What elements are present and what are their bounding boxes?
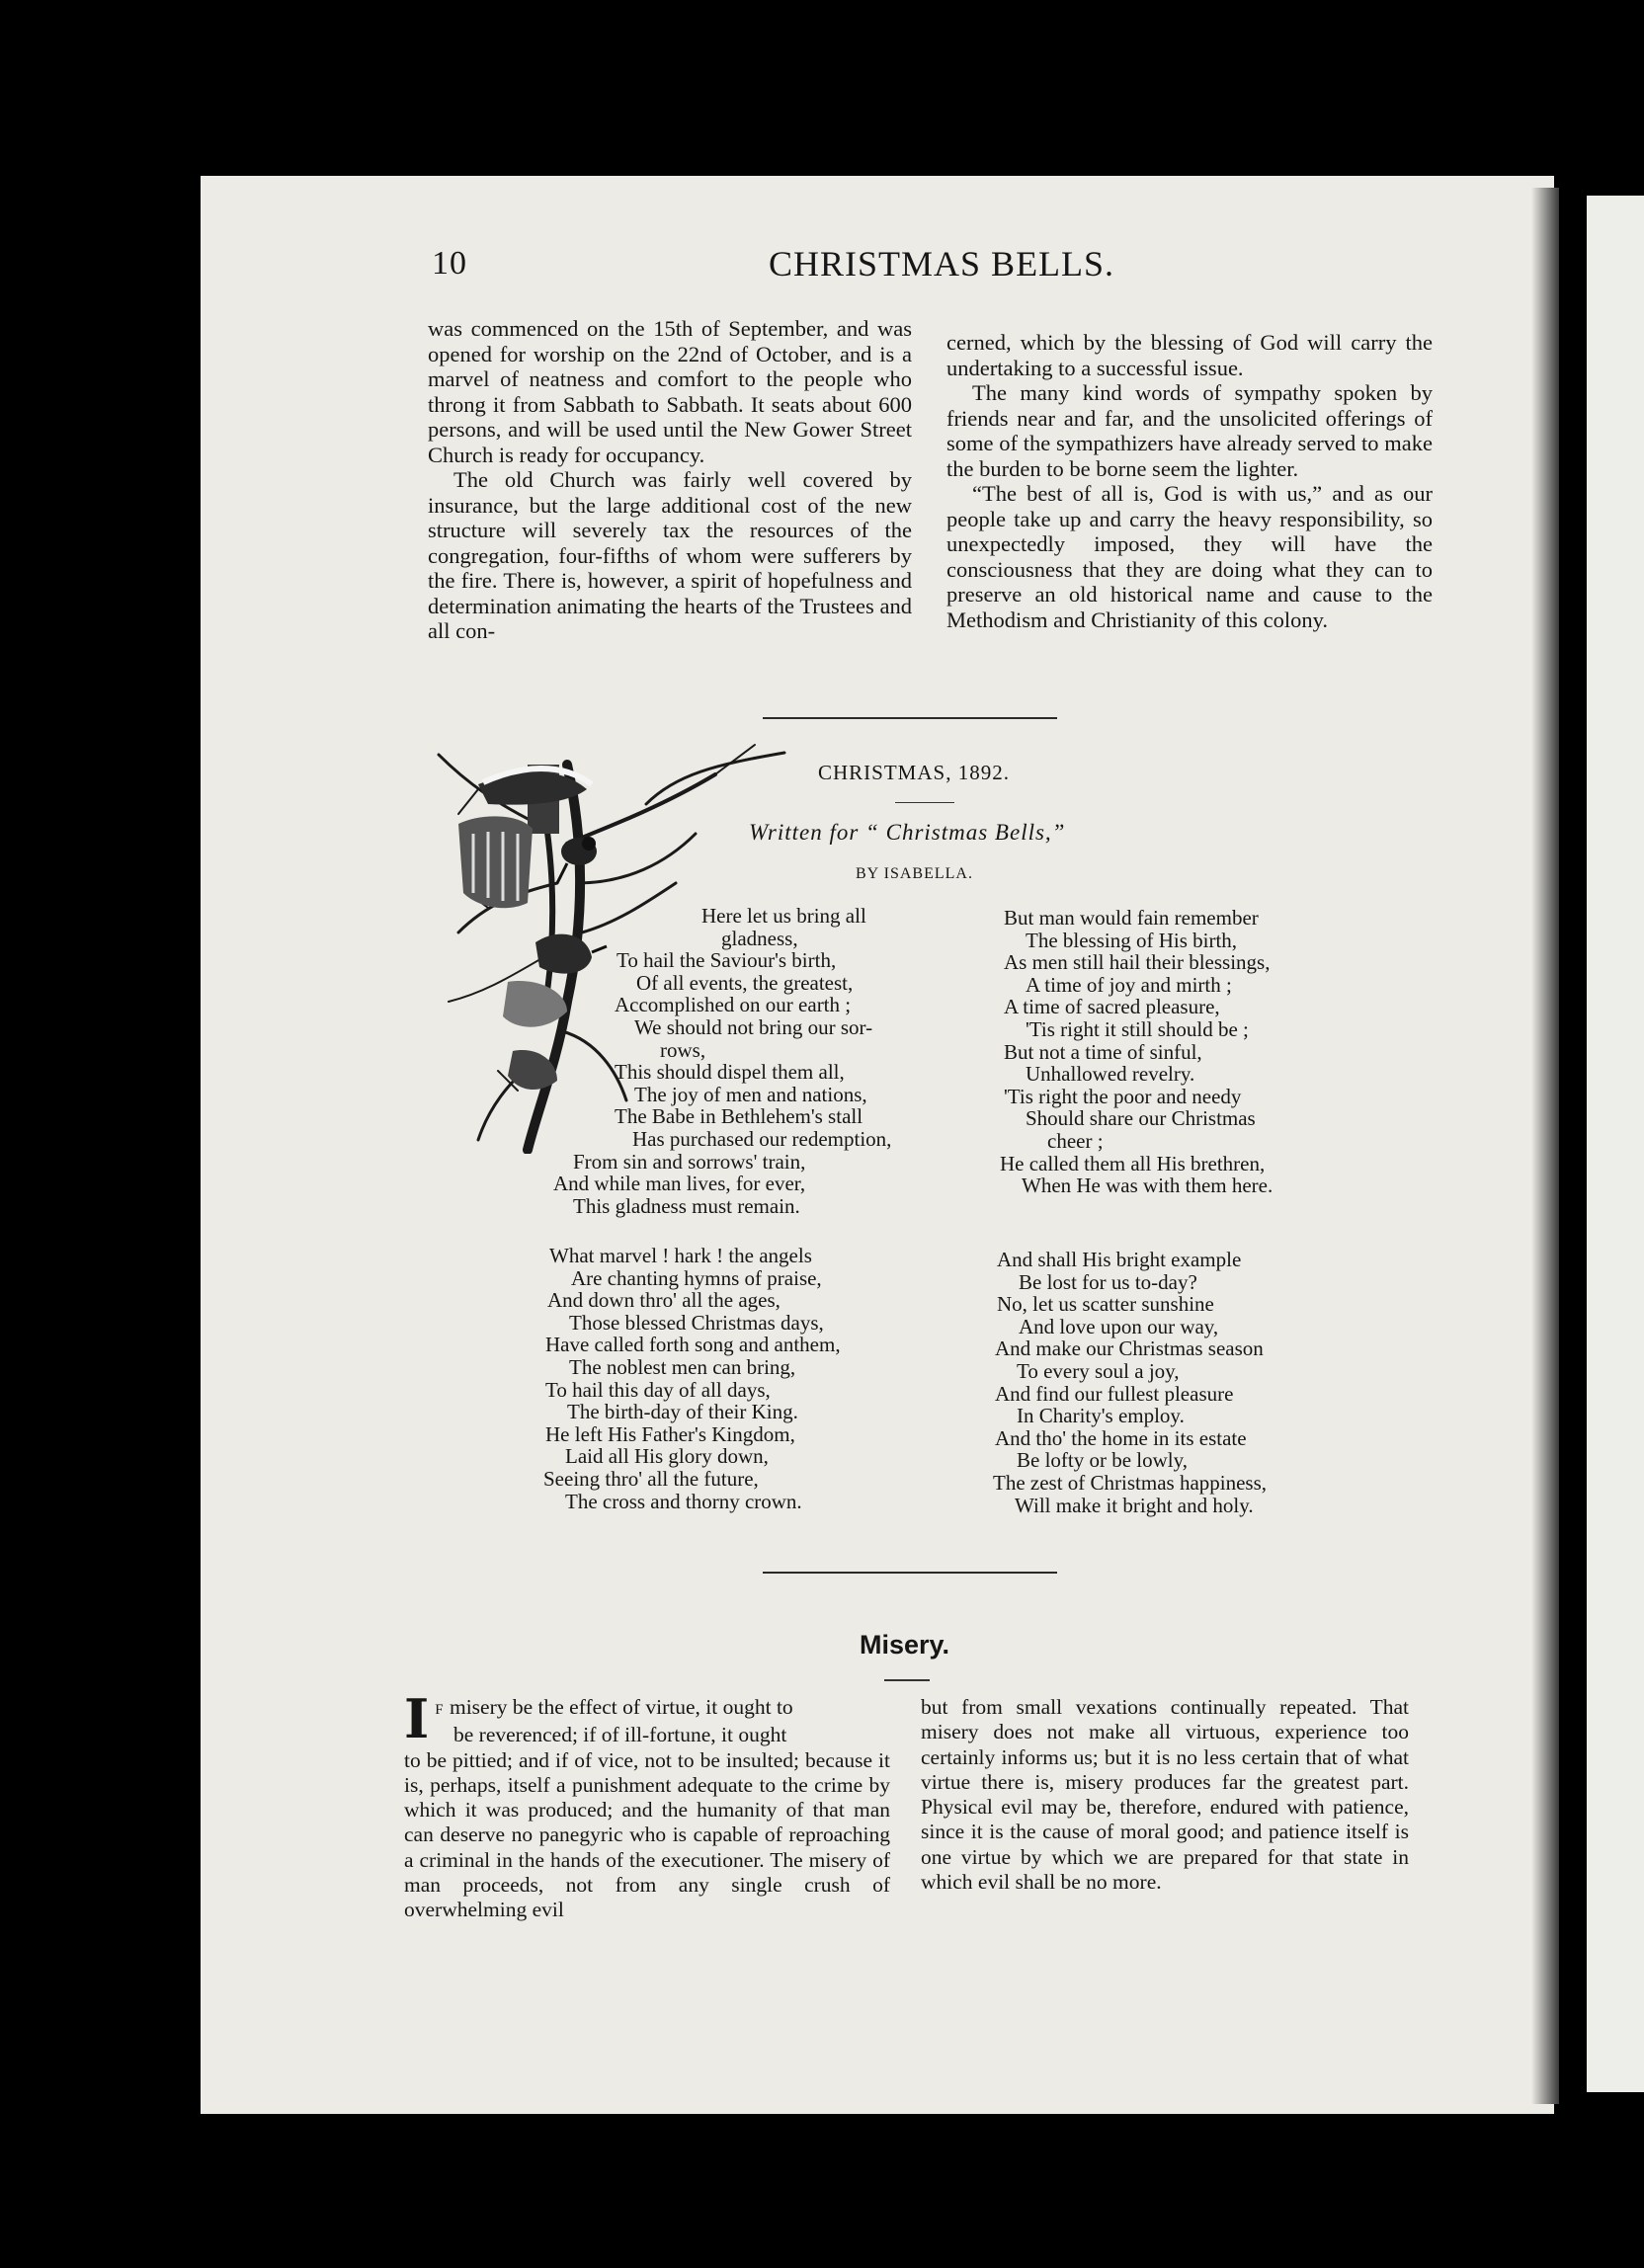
poem-line: And tho' the home in its estate (995, 1425, 1247, 1450)
poem-subtitle: Written for “ Christmas Bells,” (749, 820, 1066, 845)
poem-line: The Babe in Bethlehem's stall (615, 1104, 863, 1129)
poem-line: From sin and sorrows' train, (573, 1149, 806, 1174)
essay-title: Misery. (860, 1630, 950, 1660)
poem-line: The zest of Christmas happiness, (993, 1470, 1268, 1495)
poem-line: To hail the Saviour's birth, (616, 948, 837, 973)
poem-line: A time of joy and mirth ; (1026, 972, 1232, 997)
poem-line: Will make it bright and holy. (1015, 1493, 1254, 1517)
poem-line: Unhallowed revelry. (1026, 1062, 1195, 1087)
poem-line: The noblest men can bring, (569, 1354, 796, 1379)
essay-column-right (921, 1695, 1409, 1895)
essay-text: be reverenced; if of ill-fortune, it ought (453, 1723, 787, 1747)
poem-line: Laid all His glory down, (565, 1444, 769, 1469)
adjacent-page-edge (1587, 196, 1644, 2092)
essay-text: to be pittied; and if of vice, not to be insulted; because it is, perhaps, itself a punishment adequate to the crime by which it was produced; and the humanity of that man can deserve no panegyric who is capable of reproaching a criminal in the hands of the executioner. The misery of man proceeds, not from any single crush of overwhelming evil (404, 1747, 890, 1922)
gutter-shadow (1531, 188, 1559, 2104)
poem-line: And while man lives, for ever, (553, 1172, 806, 1196)
poem-line: What marvel ! hark ! the angels (549, 1244, 812, 1267)
poem-line: Are chanting hymns of praise, (571, 1265, 822, 1290)
poem-line: Have called forth song and anthem, (545, 1333, 841, 1357)
article-paragraph: was commenced on the 15th of September, and was opened for worship on the 22nd of October, and is a marvel of neatness and comfort to the people who throng it from Sabbath to Sabbath. It seats about 600 persons, and will be used until the New Gower Street Church is ready for occupancy. (428, 316, 912, 467)
poem-line: cheer ; (1047, 1128, 1104, 1153)
section-divider (763, 717, 1057, 719)
article-paragraph: cerned, which by the blessing of God will carry the undertaking to a successful issue. (946, 330, 1433, 380)
poem-line: When He was with them here. (1022, 1174, 1274, 1198)
article-paragraph: The old Church was fairly well covered by insurance, but the large additional cost of the new structure will severely tax the resources of the congregation, four-fifths of whom were sufferers by the fire. There is, however, a spirit of hopefulness and determination animating the hearts of the Trustees and all con- (428, 467, 912, 643)
poem-line: He left His Father's Kingdom, (545, 1421, 795, 1446)
essay-column-left (404, 1687, 890, 1923)
page-number: 10 (432, 245, 467, 282)
poem-line: And love upon our way, (1019, 1314, 1219, 1338)
poem-line: And shall His bright example (997, 1248, 1242, 1271)
poem-line: rows, (660, 1037, 706, 1062)
essay-text: misery be the effect of virtue, it ought to (449, 1695, 793, 1719)
poem-line: 'Tis right the poor and needy (1004, 1084, 1242, 1108)
poem-line: The cross and thorny crown. (565, 1489, 802, 1513)
poem-line: In Charity's employ. (1017, 1404, 1185, 1428)
poem-line: The joy of men and nations, (634, 1082, 867, 1106)
poem-line: 'Tis right it still should be ; (1026, 1016, 1249, 1041)
poem-line: This should dispel them all, (615, 1060, 845, 1085)
poem-line: And find our fullest pleasure (995, 1381, 1234, 1406)
poem-line: Here let us bring all (701, 904, 866, 928)
title-rule (884, 1679, 930, 1681)
poem-line: gladness, (721, 926, 798, 950)
article-column-right (946, 330, 1433, 632)
article-column-left (428, 316, 912, 644)
poem-line: This gladness must remain. (573, 1193, 800, 1218)
article-paragraph: “The best of all is, God is with us,” and as our people take up and carry the heavy responsibility, so unexpectedly imposed, they will have the consciousness that they are doing what they can to preserve an old historical name and cause to the Methodism and Christianity of this colony. (946, 481, 1433, 632)
title-rule (895, 802, 954, 803)
poem-stanza-2 (543, 1245, 841, 1512)
drop-cap: I (404, 1687, 430, 1750)
poem-line: We should not bring our sor- (634, 1014, 873, 1039)
article-paragraph: The many kind words of sympathy spoken by friends near and far, and the unsolicited offerings of some of the sympathizers have already served to make the burden to be borne seem the lighter. (946, 380, 1433, 481)
poem-line: He called them all His brethren, (1000, 1151, 1266, 1175)
poem-title: CHRISTMAS, 1892. (818, 761, 1010, 784)
poem-stanza-4 (993, 1249, 1267, 1516)
poem-line: No, let us scatter sunshine (997, 1292, 1214, 1317)
poem-line: The birth-day of their King. (567, 1400, 798, 1424)
poem-line: Of all events, the greatest, (636, 970, 854, 995)
poem-line: But man would fain remember (1004, 906, 1259, 930)
section-divider (763, 1572, 1057, 1574)
poem-line: Seeing thro' all the future, (543, 1466, 759, 1491)
running-title: CHRISTMAS BELLS. (769, 244, 1115, 284)
poem-line: Should share our Christmas (1026, 1106, 1256, 1131)
poem-line: A time of sacred pleasure, (1004, 995, 1220, 1019)
poem-line: Accomplished on our earth ; (615, 993, 852, 1017)
drop-cap-smallcap: F (435, 1702, 445, 1718)
poem-stanza-1 (553, 905, 891, 1217)
essay-text: but from small vexations continually repeated. That misery does not make all virtuous, experience too certainly informs us; but it is no less certain that of what virtue there is, misery produces far the greatest part. Physical evil may be, therefore, endured with patience, since it is the cause of moral good; and patience itself is one virtue by which we are prepared for that state in which evil shall be no more. (921, 1695, 1409, 1895)
poem-line: Be lofty or be lowly, (1017, 1448, 1189, 1473)
poem-line: And down thro' all the ages, (547, 1288, 781, 1313)
poem-line: To hail this day of all days, (545, 1377, 771, 1402)
poem-line: To every soul a joy, (1017, 1358, 1180, 1383)
poem-line: Those blessed Christmas days, (569, 1310, 824, 1335)
poem-byline: BY ISABELLA. (856, 865, 973, 882)
poem-line: Be lost for us to-day? (1019, 1269, 1197, 1294)
poem-stanza-3 (1000, 907, 1273, 1197)
poem-line: As men still hail their blessings, (1004, 950, 1271, 975)
poem-line: And make our Christmas season (995, 1336, 1264, 1361)
poem-line: But not a time of sinful, (1004, 1039, 1202, 1064)
poem-line: The blessing of His birth, (1026, 928, 1238, 952)
poem-line: Has purchased our redemption, (632, 1126, 892, 1151)
